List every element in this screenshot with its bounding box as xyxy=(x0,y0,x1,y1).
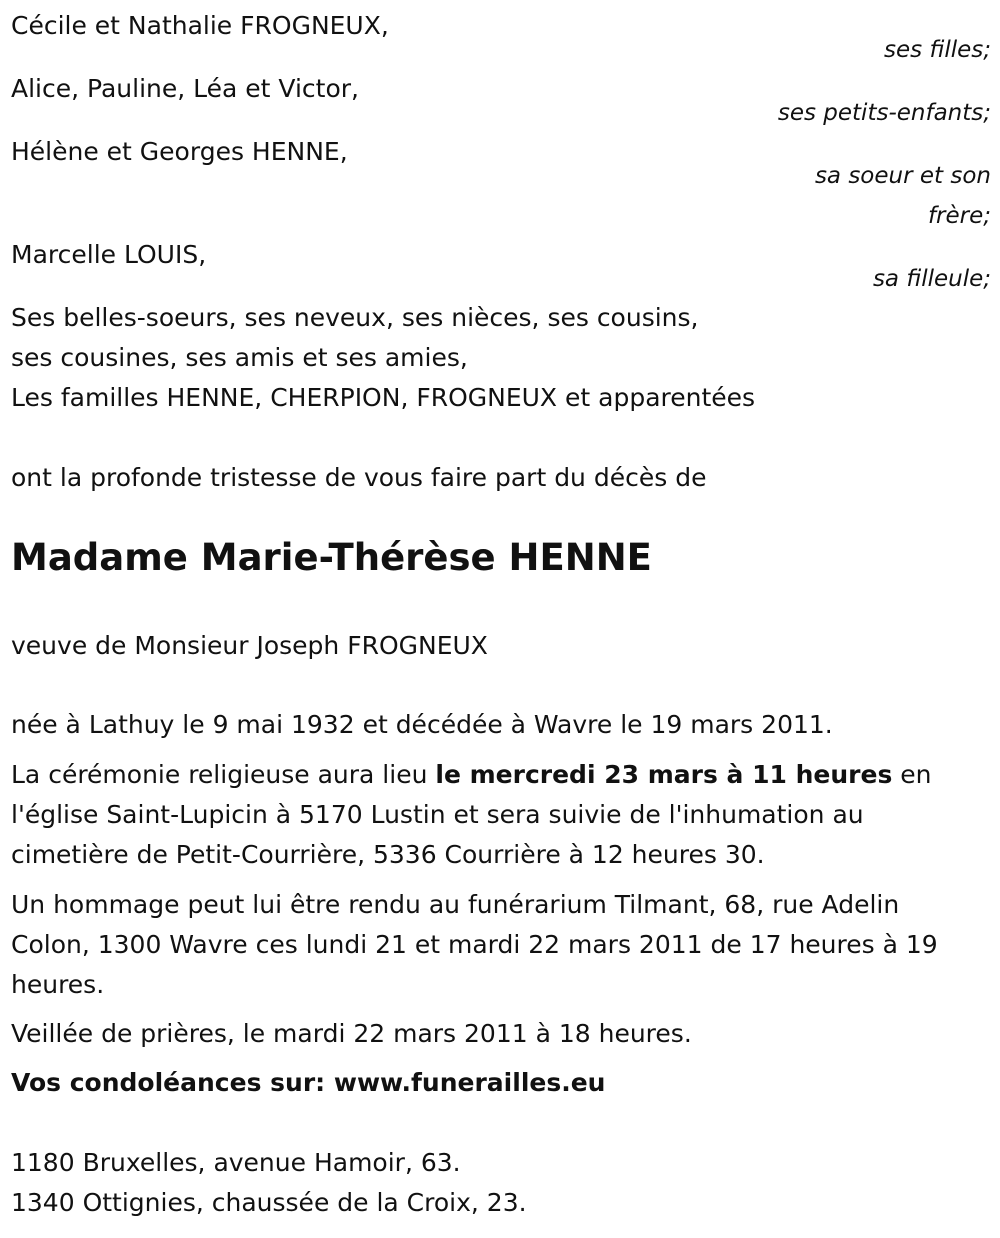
family-name: Cécile et Nathalie FROGNEUX, xyxy=(11,11,389,40)
other-relatives xyxy=(11,298,991,418)
condolences-text: Vos condoléances sur: www.funerailles.eu xyxy=(11,1068,606,1097)
family-entry-goddaughter xyxy=(11,235,991,299)
ceremony-date-time: le mercredi 23 mars à 11 heures xyxy=(435,760,893,789)
family-name: Hélène et Georges HENNE, xyxy=(11,137,348,166)
ceremony-text xyxy=(11,755,971,875)
other-relatives-line: Ses belles-soeurs, ses neveux, ses nièces, ses cousins, xyxy=(11,303,699,332)
announcement-text: ont la profonde tristesse de vous faire part du décès de xyxy=(11,463,707,492)
birth-death-text: née à Lathuy le 9 mai 1932 et décédée à Wavre le 19 mars 2011. xyxy=(11,710,833,739)
other-relatives-line: ses cousines, ses amis et ses amies, xyxy=(11,343,468,372)
family-name: Marcelle LOUIS, xyxy=(11,240,207,269)
widow-of-text: veuve de Monsieur Joseph FROGNEUX xyxy=(11,631,488,660)
deceased-name: Madame Marie-Thérèse HENNE xyxy=(11,536,652,579)
other-relatives-line: Les familles HENNE, CHERPION, FROGNEUX et apparentées xyxy=(11,383,756,412)
family-name: Alice, Pauline, Léa et Victor, xyxy=(11,74,359,103)
family-entry-grandchildren xyxy=(11,69,991,133)
family-entry-daughters xyxy=(11,6,991,70)
ceremony-text-after: en l'église Saint-Lupicin à 5170 Lustin et sera suivie de l'inhumation au cimetière de Petit-Courrière, 5336 Courrière à 12 heures 30. xyxy=(11,760,932,869)
family-role: ses filles; xyxy=(884,37,991,63)
family-entry-siblings xyxy=(11,132,991,236)
family-role: sa filleule; xyxy=(872,266,991,292)
ceremony-text-before: La cérémonie religieuse aura lieu xyxy=(11,760,436,789)
address-line: 1340 Ottignies, chaussée de la Croix, 23. xyxy=(11,1188,527,1217)
family-role: ses petits-enfants; xyxy=(777,100,991,126)
address-line: 1180 Bruxelles, avenue Hamoir, 63. xyxy=(11,1148,461,1177)
vigil-text: Veillée de prières, le mardi 22 mars 2011 à 18 heures. xyxy=(11,1019,692,1048)
addresses xyxy=(11,1143,991,1223)
tribute-text: Un hommage peut lui être rendu au funérarium Tilmant, 68, rue Adelin Colon, 1300 Wavre ces lundi 21 et mardi 22 mars 2011 de 17 heures à 19 heures. xyxy=(11,890,938,999)
family-role: sa soeur et son frère; xyxy=(814,163,991,229)
